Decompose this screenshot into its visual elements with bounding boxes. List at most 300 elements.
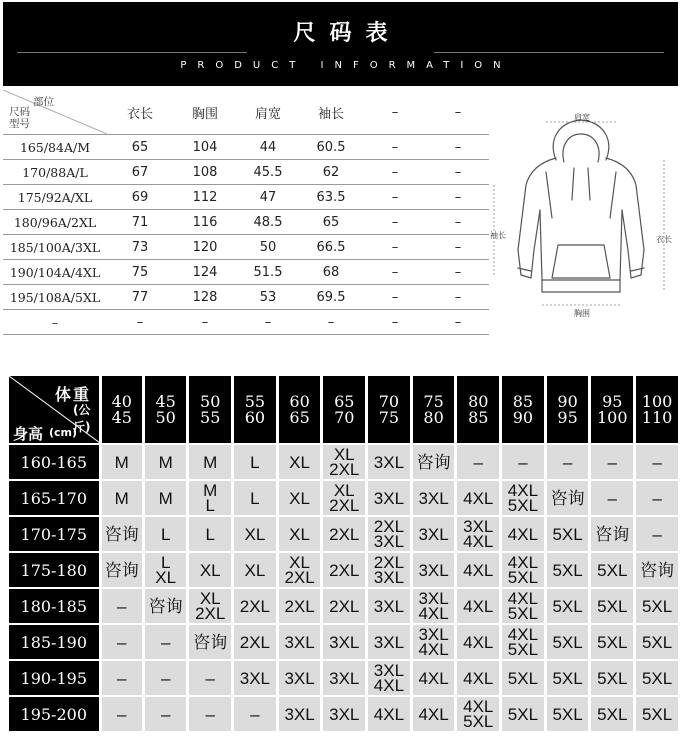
column-header: 衣长 bbox=[107, 90, 173, 135]
height-range-cell: 195-200 bbox=[9, 697, 99, 731]
recommended-size-cell bbox=[502, 445, 544, 479]
table-corner-cell bbox=[3, 90, 107, 135]
recommended-size-cell bbox=[145, 661, 186, 695]
size-value: 咨询 bbox=[193, 632, 228, 652]
recommended-size-cell bbox=[636, 697, 678, 731]
size-value: 咨询 bbox=[550, 488, 585, 508]
page-title: 尺码表 bbox=[293, 21, 402, 46]
weight-min: 95 bbox=[602, 391, 623, 411]
measurement-cell: – bbox=[427, 210, 489, 235]
weight-min: 70 bbox=[378, 391, 400, 411]
recommended-size-cell bbox=[502, 625, 544, 659]
size-value: 5XL bbox=[552, 596, 583, 616]
measurement-cell: 53 bbox=[237, 285, 299, 310]
weight-min: 40 bbox=[111, 391, 132, 411]
measurement-cell: – bbox=[363, 185, 427, 210]
recommended-size-cell bbox=[636, 589, 678, 623]
recommended-size-cell bbox=[413, 517, 455, 551]
weight-range-header bbox=[102, 376, 142, 443]
size-value: 2XL bbox=[329, 460, 360, 479]
weight-range-header bbox=[323, 376, 365, 443]
size-cell: 165/84A/M bbox=[3, 135, 107, 160]
size-value: 咨询 bbox=[595, 524, 630, 544]
weight-range-header bbox=[591, 376, 633, 443]
size-value: 3XL bbox=[373, 532, 405, 551]
recommended-size-cell bbox=[502, 481, 544, 515]
size-value: – bbox=[160, 704, 171, 724]
size-value: 5XL bbox=[641, 668, 673, 688]
recommended-size-cell bbox=[102, 625, 142, 659]
recommended-size-cell bbox=[234, 517, 276, 551]
height-range-cell: 165-170 bbox=[9, 481, 99, 515]
height-row bbox=[9, 589, 678, 623]
table-row bbox=[3, 160, 489, 185]
recommended-size-cell bbox=[102, 697, 142, 731]
recommended-size-cell bbox=[457, 661, 499, 695]
size-value: 2XL bbox=[239, 596, 271, 616]
recommended-size-cell bbox=[279, 625, 321, 659]
size-value: L bbox=[205, 496, 215, 515]
recommended-size-cell bbox=[413, 697, 455, 731]
size-value: 5XL bbox=[597, 668, 628, 688]
recommended-size-cell bbox=[413, 589, 455, 623]
size-value: XL bbox=[289, 524, 310, 544]
size-recommendation-grid bbox=[6, 374, 681, 733]
size-value: M bbox=[114, 452, 129, 472]
recommended-size-cell bbox=[636, 517, 678, 551]
hoodie-illustration bbox=[486, 100, 676, 325]
size-value: 4XL bbox=[507, 553, 539, 572]
size-value: 5XL bbox=[552, 704, 583, 724]
recommended-size-cell bbox=[368, 697, 410, 731]
measurement-cell: 65 bbox=[299, 210, 363, 235]
table-row bbox=[3, 285, 489, 310]
size-value: 4XL bbox=[507, 524, 539, 544]
weight-max: 90 bbox=[512, 407, 534, 427]
size-cell: 170/88A/L bbox=[3, 160, 107, 185]
grid-corner-cell bbox=[9, 376, 99, 443]
measurement-cell: – bbox=[427, 185, 489, 210]
column-header: – bbox=[363, 90, 427, 135]
size-value: 3XL bbox=[373, 488, 405, 508]
measurement-cell: – bbox=[427, 235, 489, 260]
size-value: 5XL bbox=[507, 668, 539, 688]
recommended-size-cell bbox=[145, 517, 186, 551]
recommended-size-cell bbox=[189, 589, 231, 623]
height-row bbox=[9, 553, 678, 587]
divider-right bbox=[434, 52, 664, 53]
recommended-size-cell bbox=[502, 553, 544, 587]
size-value: L bbox=[160, 524, 171, 544]
size-value: L bbox=[250, 452, 260, 472]
size-value: 4XL bbox=[463, 632, 494, 652]
size-value: – bbox=[160, 632, 171, 652]
size-value: – bbox=[652, 524, 662, 544]
measurement-cell: 44 bbox=[237, 135, 299, 160]
recommended-size-cell bbox=[323, 481, 365, 515]
weight-range-header bbox=[189, 376, 231, 443]
measurement-cell: – bbox=[237, 310, 299, 335]
size-value: 咨询 bbox=[104, 560, 139, 580]
size-value: 4XL bbox=[507, 625, 539, 644]
measurement-cell: – bbox=[427, 160, 489, 185]
table-row bbox=[3, 235, 489, 260]
recommended-size-cell bbox=[102, 589, 142, 623]
size-value: 2XL bbox=[239, 632, 271, 652]
weight-max: 100 bbox=[597, 407, 628, 427]
recommended-size-cell bbox=[547, 697, 589, 731]
recommended-size-cell bbox=[636, 481, 678, 515]
recommended-size-cell bbox=[234, 445, 276, 479]
measurement-cell: – bbox=[363, 135, 427, 160]
measurement-cell: – bbox=[427, 260, 489, 285]
recommended-size-cell bbox=[636, 625, 678, 659]
measurement-cell: 128 bbox=[173, 285, 237, 310]
size-value: 3XL bbox=[329, 704, 360, 724]
recommended-size-cell bbox=[145, 625, 186, 659]
measurement-cell: 112 bbox=[173, 185, 237, 210]
recommended-size-cell bbox=[368, 517, 410, 551]
size-value: 5XL bbox=[641, 704, 673, 724]
size-value: – bbox=[607, 488, 618, 508]
size-value: – bbox=[117, 704, 127, 724]
measurement-cell: 75 bbox=[107, 260, 173, 285]
size-value: 3XL bbox=[418, 589, 449, 608]
measurement-cell: 77 bbox=[107, 285, 173, 310]
recommended-size-cell bbox=[457, 481, 499, 515]
recommended-size-cell bbox=[457, 589, 499, 623]
measurement-cell: 69 bbox=[107, 185, 173, 210]
size-value: M bbox=[158, 488, 173, 508]
recommended-size-cell bbox=[457, 697, 499, 731]
size-value: 3XL bbox=[373, 632, 405, 652]
recommended-size-cell bbox=[591, 625, 633, 659]
size-value: 5XL bbox=[507, 604, 539, 623]
height-row bbox=[9, 445, 678, 479]
recommended-size-cell bbox=[279, 553, 321, 587]
weight-min: 90 bbox=[557, 391, 578, 411]
sleeve-label: 袖长 bbox=[490, 231, 506, 240]
weight-range-header bbox=[636, 376, 678, 443]
weight-range-header bbox=[279, 376, 321, 443]
column-header: – bbox=[427, 90, 489, 135]
measurement-cell: – bbox=[363, 310, 427, 335]
size-value: – bbox=[518, 452, 528, 472]
size-value: 5XL bbox=[507, 704, 539, 724]
size-value: L bbox=[160, 553, 171, 572]
weight-range-header bbox=[502, 376, 544, 443]
weight-min: 60 bbox=[289, 391, 310, 411]
recommended-size-cell bbox=[457, 517, 499, 551]
size-value: 咨询 bbox=[640, 560, 675, 580]
weight-min: 75 bbox=[423, 391, 444, 411]
measurement-cell: 47 bbox=[237, 185, 299, 210]
size-cell: 180/96A/2XL bbox=[3, 210, 107, 235]
weight-min: 50 bbox=[200, 391, 221, 411]
size-cell: – bbox=[3, 310, 107, 335]
measurement-cell: 69.5 bbox=[299, 285, 363, 310]
size-value: – bbox=[652, 452, 662, 472]
size-value: XL bbox=[289, 452, 310, 472]
table-row bbox=[3, 135, 489, 160]
hoodie-diagram bbox=[486, 100, 676, 325]
measurement-cell: 68 bbox=[299, 260, 363, 285]
column-header: 袖长 bbox=[299, 90, 363, 135]
recommended-size-cell bbox=[145, 697, 186, 731]
recommended-size-cell bbox=[547, 625, 589, 659]
recommended-size-cell bbox=[145, 589, 186, 623]
measurement-cell: – bbox=[427, 310, 489, 335]
recommended-size-cell bbox=[547, 553, 589, 587]
weight-max: 80 bbox=[423, 407, 444, 427]
recommended-size-cell bbox=[502, 589, 544, 623]
recommended-size-cell bbox=[547, 481, 589, 515]
size-value: – bbox=[117, 596, 127, 616]
recommended-size-cell bbox=[279, 445, 321, 479]
height-row bbox=[9, 517, 678, 551]
size-value: 3XL bbox=[373, 661, 405, 680]
size-value: – bbox=[160, 668, 171, 688]
weight-min: 45 bbox=[155, 391, 176, 411]
recommended-size-cell bbox=[323, 589, 365, 623]
column-header: 胸围 bbox=[173, 90, 237, 135]
size-value: 5XL bbox=[641, 596, 673, 616]
weight-max: 45 bbox=[111, 407, 132, 427]
size-cell: 185/100A/3XL bbox=[3, 235, 107, 260]
size-value: M bbox=[158, 452, 173, 472]
recommended-size-cell bbox=[502, 661, 544, 695]
recommended-size-cell bbox=[189, 481, 231, 515]
header-banner bbox=[3, 2, 678, 86]
height-row bbox=[9, 697, 678, 731]
weight-min: 80 bbox=[468, 391, 489, 411]
recommended-size-cell bbox=[279, 589, 321, 623]
recommended-size-cell bbox=[323, 661, 365, 695]
size-value: 3XL bbox=[463, 517, 494, 536]
measurement-cell: – bbox=[363, 235, 427, 260]
weight-min: 85 bbox=[512, 391, 534, 411]
size-value: 3XL bbox=[373, 568, 405, 587]
size-value: – bbox=[205, 704, 215, 724]
recommended-size-cell bbox=[591, 445, 633, 479]
size-value: XL bbox=[289, 488, 310, 508]
size-value: 3XL bbox=[329, 632, 360, 652]
size-value: 3XL bbox=[284, 668, 315, 688]
size-value: 3XL bbox=[239, 668, 271, 688]
recommended-size-cell bbox=[279, 517, 321, 551]
size-value: 4XL bbox=[463, 532, 494, 551]
size-value: 2XL bbox=[373, 553, 405, 572]
height-range-cell: 180-185 bbox=[9, 589, 99, 623]
recommended-size-cell bbox=[234, 481, 276, 515]
size-value: XL bbox=[244, 524, 266, 544]
recommended-size-cell bbox=[547, 517, 589, 551]
size-value: 3XL bbox=[373, 596, 405, 616]
size-value: 咨询 bbox=[104, 524, 139, 544]
divider-left bbox=[17, 52, 247, 53]
recommended-size-cell bbox=[279, 481, 321, 515]
recommended-size-cell bbox=[145, 445, 186, 479]
height-range-cell: 190-195 bbox=[9, 661, 99, 695]
size-value: 5XL bbox=[552, 632, 583, 652]
measurement-cell: – bbox=[427, 285, 489, 310]
page-subtitle: PRODUCT INFORMATION bbox=[180, 60, 512, 71]
size-value: 4XL bbox=[373, 704, 405, 724]
size-value: 4XL bbox=[418, 668, 449, 688]
height-range-cell: 175-180 bbox=[9, 553, 99, 587]
size-value: – bbox=[473, 452, 483, 472]
measurement-cell: 62 bbox=[299, 160, 363, 185]
measurement-cell: 124 bbox=[173, 260, 237, 285]
weight-range-header bbox=[547, 376, 589, 443]
size-value: 2XL bbox=[329, 496, 360, 515]
size-value: 咨询 bbox=[416, 452, 451, 472]
size-value: XL bbox=[333, 445, 355, 464]
measurement-cell: – bbox=[363, 210, 427, 235]
size-value: 5XL bbox=[597, 632, 628, 652]
recommended-size-cell bbox=[368, 445, 410, 479]
recommended-size-cell bbox=[368, 589, 410, 623]
measurement-cell: – bbox=[363, 260, 427, 285]
weight-max: 110 bbox=[641, 407, 673, 427]
size-value: 5XL bbox=[552, 668, 583, 688]
size-value: 5XL bbox=[507, 640, 539, 659]
weight-max: 65 bbox=[289, 407, 310, 427]
recommended-size-cell bbox=[591, 697, 633, 731]
recommended-size-cell bbox=[502, 697, 544, 731]
height-range-cell: 170-175 bbox=[9, 517, 99, 551]
measurement-cell: – bbox=[299, 310, 363, 335]
measurement-cell: 71 bbox=[107, 210, 173, 235]
size-value: – bbox=[562, 452, 573, 472]
size-value: 4XL bbox=[373, 676, 405, 695]
size-value: M bbox=[114, 488, 129, 508]
size-value: 2XL bbox=[195, 604, 226, 623]
recommended-size-cell bbox=[547, 589, 589, 623]
measurement-cell: – bbox=[107, 310, 173, 335]
size-value: 4XL bbox=[463, 488, 494, 508]
measurement-cell: 60.5 bbox=[299, 135, 363, 160]
size-value: 2XL bbox=[284, 596, 315, 616]
corner-label-size-1: 尺码 bbox=[9, 106, 30, 118]
recommended-size-cell bbox=[323, 517, 365, 551]
size-value: 3XL bbox=[418, 560, 449, 580]
measurement-cell: – bbox=[363, 285, 427, 310]
recommended-size-cell bbox=[547, 445, 589, 479]
table-row bbox=[3, 210, 489, 235]
length-label: 衣长 bbox=[656, 235, 672, 244]
weight-range-header bbox=[368, 376, 410, 443]
size-value: XL bbox=[199, 560, 221, 580]
weight-range-header bbox=[413, 376, 455, 443]
recommended-size-cell bbox=[502, 517, 544, 551]
recommended-size-cell bbox=[547, 661, 589, 695]
size-value: 2XL bbox=[329, 560, 360, 580]
recommended-size-cell bbox=[189, 661, 231, 695]
size-value: – bbox=[607, 452, 618, 472]
measurement-cell: – bbox=[427, 135, 489, 160]
measurement-cell: 120 bbox=[173, 235, 237, 260]
size-value: 5XL bbox=[463, 712, 494, 731]
size-value: 4XL bbox=[507, 589, 539, 608]
recommended-size-cell bbox=[279, 661, 321, 695]
weight-unit: (公斤) bbox=[73, 403, 91, 434]
size-value: 4XL bbox=[463, 697, 494, 716]
recommended-size-cell bbox=[102, 517, 142, 551]
measurement-cell: 63.5 bbox=[299, 185, 363, 210]
size-value: 3XL bbox=[418, 488, 449, 508]
measurement-cell: 73 bbox=[107, 235, 173, 260]
height-range-cell: 185-190 bbox=[9, 625, 99, 659]
size-value: 3XL bbox=[373, 452, 405, 472]
size-value: 5XL bbox=[597, 560, 628, 580]
measurement-cell: 108 bbox=[173, 160, 237, 185]
recommended-size-cell bbox=[189, 697, 231, 731]
size-value: M bbox=[203, 481, 218, 500]
corner-label-part: 部位 bbox=[33, 96, 54, 108]
weight-max: 75 bbox=[378, 407, 400, 427]
size-value: 2XL bbox=[373, 517, 405, 536]
size-value: – bbox=[652, 488, 662, 508]
recommended-size-cell bbox=[368, 553, 410, 587]
measurement-cell: 116 bbox=[173, 210, 237, 235]
recommended-size-cell bbox=[413, 661, 455, 695]
recommended-size-cell bbox=[413, 625, 455, 659]
size-value: 5XL bbox=[597, 596, 628, 616]
size-value: XL bbox=[155, 568, 177, 587]
size-value: 2XL bbox=[284, 568, 315, 587]
size-value: 5XL bbox=[507, 568, 539, 587]
measurement-cell: 104 bbox=[173, 135, 237, 160]
recommended-size-cell bbox=[413, 445, 455, 479]
recommended-size-cell bbox=[102, 481, 142, 515]
recommended-size-cell bbox=[279, 697, 321, 731]
size-value: – bbox=[117, 632, 127, 652]
recommended-size-cell bbox=[189, 517, 231, 551]
recommended-size-cell bbox=[102, 661, 142, 695]
size-value: – bbox=[205, 668, 215, 688]
size-value: 5XL bbox=[552, 524, 583, 544]
size-value: XL bbox=[199, 589, 221, 608]
weight-label: 体重 bbox=[55, 385, 92, 404]
recommended-size-cell bbox=[234, 553, 276, 587]
measurement-cell: 66.5 bbox=[299, 235, 363, 260]
weight-max: 50 bbox=[155, 407, 176, 427]
product-size-table bbox=[3, 90, 489, 335]
column-header: 肩宽 bbox=[237, 90, 299, 135]
weight-range-header bbox=[457, 376, 499, 443]
product-table-header bbox=[3, 90, 489, 135]
recommended-size-cell bbox=[368, 625, 410, 659]
size-value: 3XL bbox=[418, 625, 449, 644]
corner-label-size bbox=[9, 106, 30, 130]
measurement-cell: – bbox=[363, 160, 427, 185]
measurement-cell: 67 bbox=[107, 160, 173, 185]
size-value: 3XL bbox=[329, 668, 360, 688]
table-row bbox=[3, 260, 489, 285]
table-row bbox=[3, 310, 489, 335]
recommended-size-cell bbox=[234, 589, 276, 623]
size-value: 3XL bbox=[284, 704, 315, 724]
recommended-size-cell bbox=[189, 553, 231, 587]
size-value: 3XL bbox=[284, 632, 315, 652]
table-row bbox=[3, 185, 489, 210]
size-value: – bbox=[250, 704, 260, 724]
size-value: 4XL bbox=[463, 596, 494, 616]
size-value: 2XL bbox=[329, 524, 360, 544]
height-range-cell: 160-165 bbox=[9, 445, 99, 479]
recommended-size-cell bbox=[591, 553, 633, 587]
